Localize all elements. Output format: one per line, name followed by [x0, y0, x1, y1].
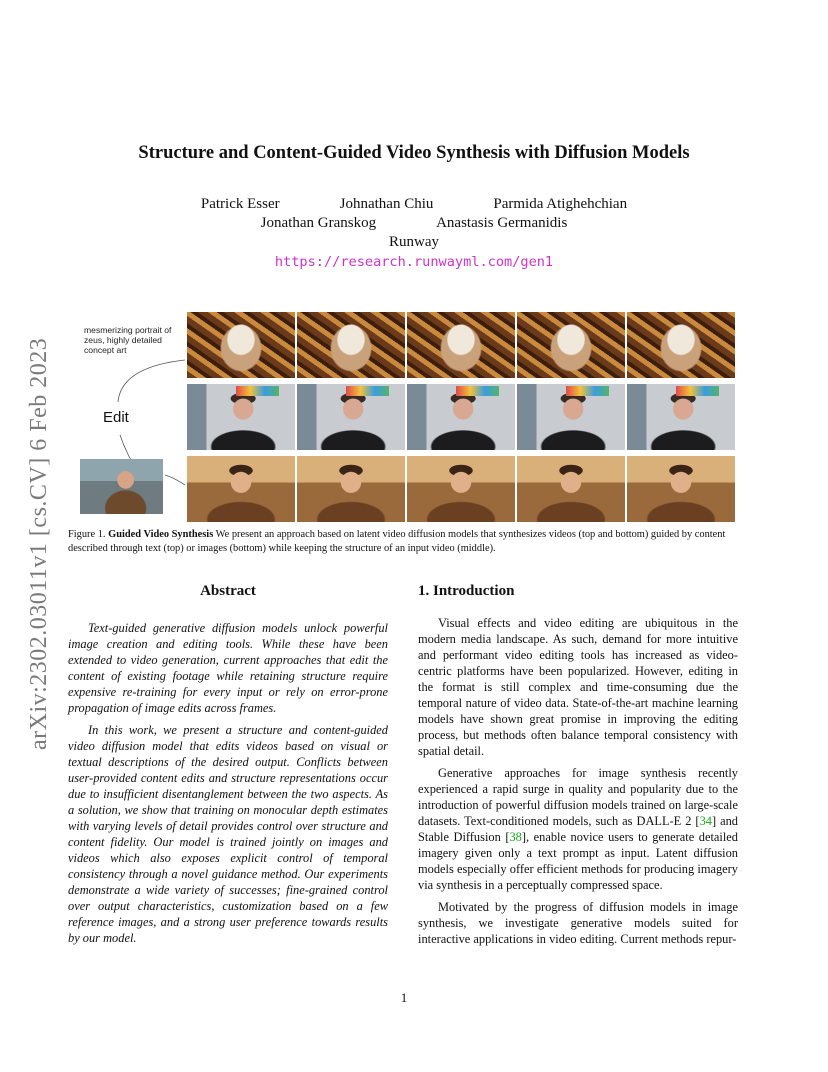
arxiv-identifier: arXiv:2302.03011v1 [cs.CV] 6 Feb 2023: [26, 337, 52, 750]
author-name: Anastasis Germanidis: [436, 215, 568, 231]
image-guided-output-strip: [187, 456, 735, 522]
input-video-strip: [187, 384, 735, 450]
abstract-heading: Abstract: [200, 583, 256, 599]
author-name: Jonathan Granskog: [260, 215, 377, 231]
author-name: Johnathan Chiu: [339, 196, 434, 212]
video-frame: [187, 312, 295, 378]
video-frame: [517, 384, 625, 450]
video-frame: [517, 456, 625, 522]
intro-paragraph: Visual effects and video editing are ubiquitous in the modern media landscape. As such, demand for more intuitive and performant video editing tools has increased as video-centric platforms have been popularized. However, editing in the format is still complex and time-consuming due the temporal nature of video data. State-of-the-art machine learning models have shown great promise in improving the editing process, but methods often balance temporal consistency with spatial detail.: [418, 616, 738, 758]
caption-text: We present an approach based on latent video diffusion models that synthesizes videos (top and bottom) guided by content described through text (top) or images (bottom) while keeping the structure of an input video (middle).: [68, 529, 726, 555]
introduction-body: [418, 615, 738, 953]
video-frame: [627, 456, 735, 522]
edit-label: Edit: [103, 409, 129, 426]
abstract-paragraph: In this work, we present a structure and content-guided video diffusion model that edits videos based on visual or textual descriptions of the desired output. Conflicts between user-provided content edits and structure representations occur due to insufficient disentanglement between the two aspects. As a solution, we show that training on monocular depth estimates with varying levels of detail provides control over structure and content fidelity. Our model is trained jointly on images and videos which also exposes explicit control of temporal consistency through a novel guidance method. Our experiments demonstrate a wide variety of successes; fine-grained control over output characteristics, customization based on a few reference images, and a strong user preference towards results by our model.: [68, 723, 388, 945]
author-row-2: [70, 215, 758, 234]
video-frame: [627, 312, 735, 378]
intro-text: Generative approaches for image synthesis recently experienced a rapid surge in quality and popularity due to the introduction of powerful diffusion models trained on large-scale datasets. Text-conditioned models, such as DALL-E 2 [: [418, 766, 738, 828]
reference-image: [80, 459, 163, 514]
intro-paragraph: [418, 765, 738, 893]
author-list: [70, 196, 758, 234]
video-frame: [407, 312, 515, 378]
text-prompt: mesmerizing portrait of zeus, highly detailed concept art: [84, 325, 172, 355]
abstract-paragraph: Text-guided generative diffusion models unlock powerful image creation and editing tools. While these have been extended to video generation, current approaches that edit the content of existing footage while retaining structure require expensive re-training for every input or rely on error-prone propagation of image edits across frames.: [68, 621, 388, 715]
zeus-output-strip: [187, 312, 735, 378]
citation-link[interactable]: 38: [509, 830, 522, 844]
project-url-link[interactable]: https://research.runwayml.com/gen1: [274, 254, 554, 270]
video-frame: [297, 384, 405, 450]
affiliation: Runway: [389, 234, 439, 250]
introduction-heading: 1. Introduction: [418, 583, 515, 599]
abstract-body: [68, 620, 388, 952]
intro-text: ], enable novice users to generate detailed imagery given only a text prompt as input. Latent diffusion models especially offer efficient methods for producing imagery via synthesis in a perceptually compressed space.: [418, 830, 739, 892]
video-frame: [297, 312, 405, 378]
caption-title: Guided Video Synthesis: [108, 529, 214, 540]
citation-link[interactable]: 34: [699, 814, 712, 828]
video-frame: [627, 384, 735, 450]
intro-text: ] and Stable Diffusion [: [418, 814, 738, 844]
author-row-1: [70, 196, 758, 215]
caption-label: Figure 1.: [68, 529, 106, 540]
video-frame: [297, 456, 405, 522]
video-frame: [407, 456, 515, 522]
video-frame: [187, 384, 295, 450]
intro-paragraph: Motivated by the progress of diffusion models in image synthesis, we investigate generative models suited for interactive applications in video editing. Current methods repur-: [418, 900, 738, 946]
page-number: 1: [400, 990, 408, 1005]
paper-title: Structure and Content-Guided Video Synthesis with Diffusion Models: [138, 143, 690, 163]
video-frame: [187, 456, 295, 522]
author-name: Patrick Esser: [200, 196, 280, 212]
author-name: Parmida Atighehchian: [493, 196, 628, 212]
video-frame: [517, 312, 625, 378]
video-frame: [407, 384, 515, 450]
figure-caption: [68, 528, 740, 557]
